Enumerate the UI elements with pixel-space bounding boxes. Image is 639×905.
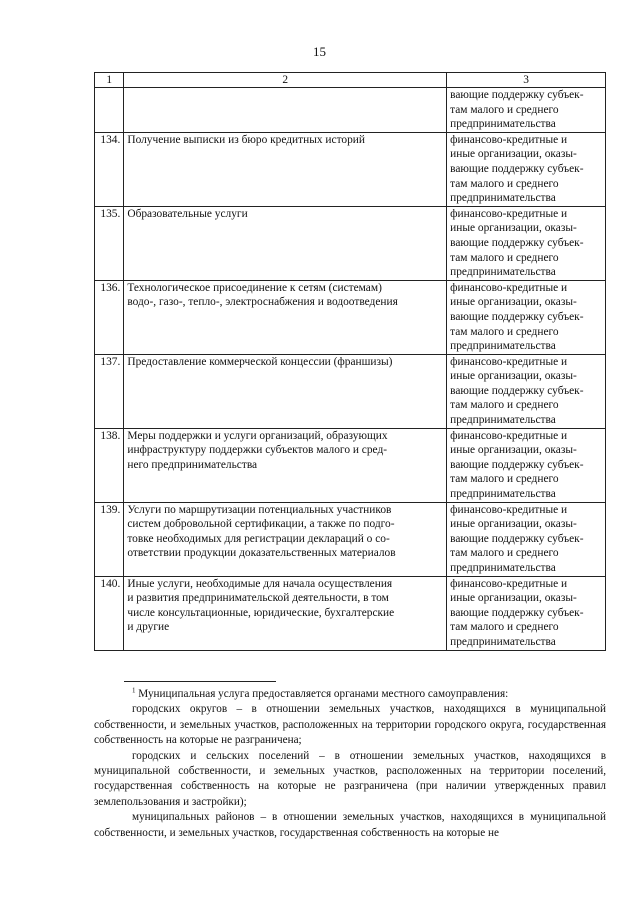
row-number: 135. — [95, 206, 124, 280]
table-header-row — [95, 73, 606, 88]
service-name: Получение выписки из бюро кредитных историй — [124, 132, 447, 206]
footnote-paragraph: муниципальных районов – в отношении земельных участков, находящихся в муниципальной собственности, и земельных участков, государственная собственность на которые не — [94, 811, 606, 839]
table-row — [95, 428, 606, 502]
row-number: 134. — [95, 132, 124, 206]
service-name: Услуги по маршрутизации потенциальных участников систем добровольной сертификации, а также по подго- товке необходимых для регистрации деклараций о со- ответствии продукции доказательственных материалов — [124, 502, 447, 576]
footnote-intro-text: Муниципальная услуга предоставляется органами местного самоуправления: — [138, 688, 509, 700]
row-number: 140. — [95, 576, 124, 650]
service-name: Технологическое присоединение к сетям (системам) водо-, газо-, тепло-, электроснабжения и водоотведения — [124, 280, 447, 354]
continuation-num — [95, 88, 124, 133]
page-number: 15 — [313, 44, 326, 59]
footnote-intro — [94, 687, 606, 702]
table-row — [95, 132, 606, 206]
service-executor: финансово-кредитные и иные организации, оказы- вающие поддержку субъек- там малого и среднего предпринимательства — [447, 354, 606, 428]
service-executor: финансово-кредитные и иные организации, оказы- вающие поддержку субъек- там малого и среднего предпринимательства — [447, 206, 606, 280]
row-number: 136. — [95, 280, 124, 354]
continuation-name — [124, 88, 447, 133]
table-row — [95, 354, 606, 428]
row-number: 138. — [95, 428, 124, 502]
continuation-executor: вающие поддержку субъек- там малого и среднего предпринимательства — [447, 88, 606, 133]
footnote-paragraph: городских округов – в отношении земельных участков, находящихся в муниципальной собственности, и земельных участков, расположенных на территории городского округа, государственная собственность на которые не разграничена; — [94, 703, 606, 747]
service-name: Иные услуги, необходимые для начала осуществления и развития предпринимательской деятельности, в том числе консультационные, юридические, бухгалтерские и другие — [124, 576, 447, 650]
footnote-divider — [124, 681, 276, 682]
table-row — [95, 502, 606, 576]
footnote-marker: 1 — [132, 686, 136, 695]
service-executor: финансово-кредитные и иные организации, оказы- вающие поддержку субъек- там малого и среднего предпринимательства — [447, 280, 606, 354]
header-col-3: 3 — [447, 73, 606, 88]
service-name: Меры поддержки и услуги организаций, образующих инфраструктуру поддержки субъектов малого и сред- него предпринимательства — [124, 428, 447, 502]
footnote-paragraph: городских и сельских поселений – в отношении земельных участков, находящихся в муниципальной собственности, и земельных участков, расположенных на территории поселений, государственная собственность на которые не разграничена (при наличии утвержденных правил землепользования и застройки); — [94, 749, 606, 808]
service-name: Образовательные услуги — [124, 206, 447, 280]
header-col-2: 2 — [124, 73, 447, 88]
services-table — [94, 72, 606, 651]
table-row — [95, 206, 606, 280]
service-name: Предоставление коммерческой концессии (франшизы) — [124, 354, 447, 428]
service-executor: финансово-кредитные и иные организации, оказы- вающие поддержку субъек- там малого и среднего предпринимательства — [447, 576, 606, 650]
service-executor: финансово-кредитные и иные организации, оказы- вающие поддержку субъек- там малого и среднего предпринимательства — [447, 428, 606, 502]
footnotes — [94, 687, 606, 841]
service-executor: финансово-кредитные и иные организации, оказы- вающие поддержку субъек- там малого и среднего предпринимательства — [447, 132, 606, 206]
service-executor: финансово-кредитные и иные организации, оказы- вающие поддержку субъек- там малого и среднего предпринимательства — [447, 502, 606, 576]
row-number: 139. — [95, 502, 124, 576]
continuation-row — [95, 88, 606, 133]
row-number: 137. — [95, 354, 124, 428]
header-col-1: 1 — [95, 73, 124, 88]
table-row — [95, 576, 606, 650]
table-row — [95, 280, 606, 354]
